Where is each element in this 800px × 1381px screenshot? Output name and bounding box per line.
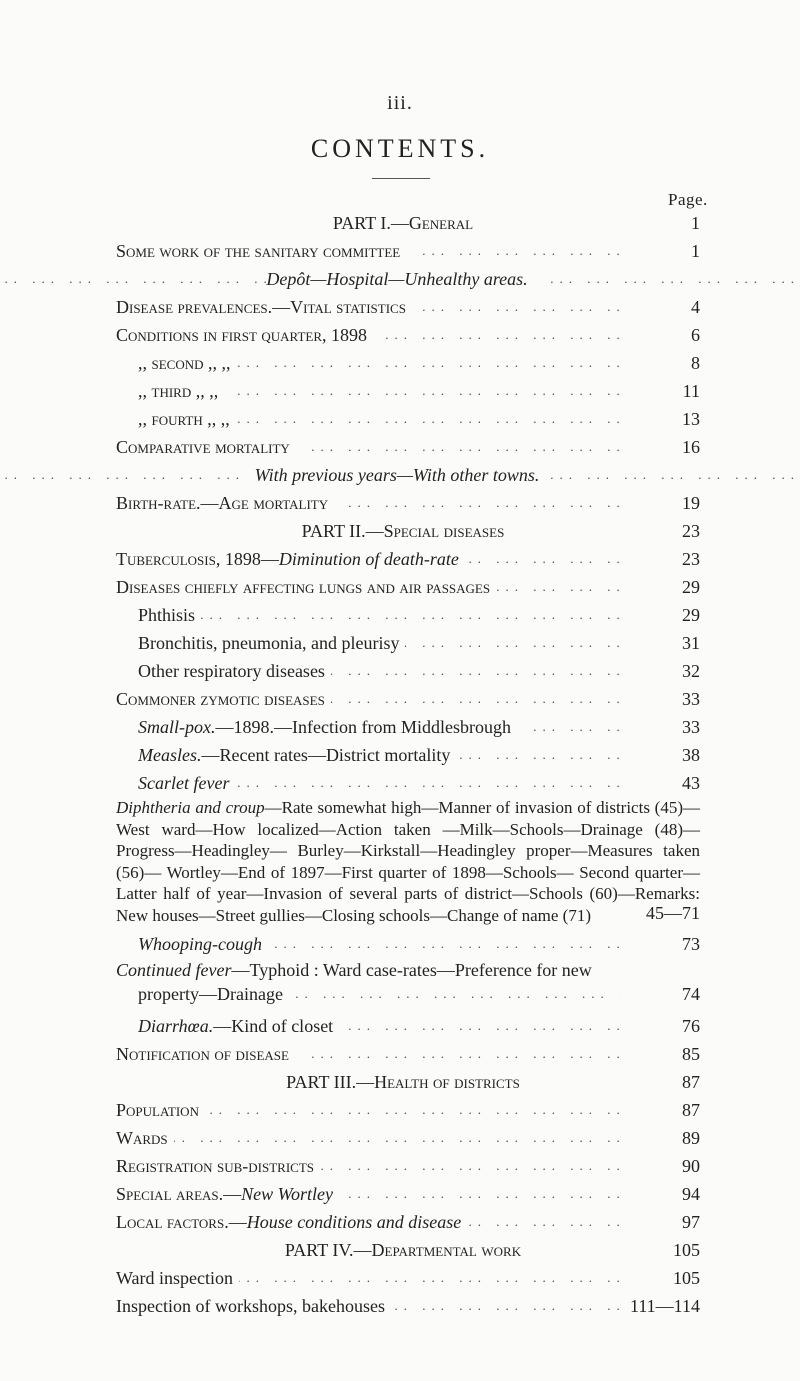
- toc-page-number: 1: [620, 237, 700, 265]
- toc-item-subtitle: —1898.—Infection from Middlesbrough: [215, 717, 511, 737]
- toc-section-title: Special areas.—: [116, 1184, 242, 1204]
- toc-entry-text: [116, 689, 331, 709]
- toc-entry-text: [116, 1296, 391, 1316]
- diphtheria-paragraph: [116, 797, 700, 926]
- toc-section-title: Notification of disease: [116, 1044, 289, 1064]
- toc-entry-label: [116, 237, 672, 265]
- toc-entry-text: [116, 1212, 467, 1232]
- toc-entry-text: [285, 1240, 527, 1260]
- toc-item-title: Inspection of workshops, bakehouses: [116, 1296, 385, 1316]
- toc-entry-text: [138, 605, 201, 625]
- toc-page-number: 29: [620, 601, 700, 629]
- part-heading: PART IV.—Departmental work: [284, 1240, 522, 1260]
- toc-entry-label: [138, 377, 672, 405]
- diphtheria-text: —Rate somewhat high—Manner of invasion of districts (45)—West ward—How localized—Action taken —Milk—Schools—Drainage (48)—Progress—Headingley— Burley—Kirkstall—Headingley proper—Measures taken (56)— Wortley—End of 1897—First quarter of 1898—Schools— Second quarter—Latter half of year—Invasion of several parts of district—Schools (60)—Remarks: New houses—Street gullies—Closing schools—Change of name (71): [116, 798, 700, 925]
- toc-entry-label: [138, 769, 672, 797]
- toc-entry: [0, 489, 800, 517]
- toc-entry-text: [116, 1184, 339, 1204]
- toc-page-number: 13: [620, 405, 700, 433]
- toc-entry-label: [138, 405, 672, 433]
- toc-entry-label: [116, 433, 672, 461]
- toc-entry: [0, 293, 800, 321]
- toc-section-title: Wards: [116, 1128, 168, 1148]
- toc-page-number: 38: [620, 741, 700, 769]
- toc-section-title: Population: [116, 1100, 199, 1120]
- toc-entry-label: [138, 713, 672, 741]
- part-heading: PART III.—Health of districts: [286, 1072, 520, 1092]
- toc-entry-label: [0, 1068, 672, 1096]
- toc-entry: [0, 1264, 800, 1292]
- toc-page-number: 111—114: [620, 1292, 700, 1320]
- toc-item-title: Small-pox.: [138, 717, 216, 737]
- toc-page-number: 8: [620, 349, 700, 377]
- toc-entry-text: [138, 381, 224, 401]
- toc-entry: [0, 1152, 800, 1180]
- toc-section-title: Comparative mortality: [116, 437, 290, 457]
- toc-entry: [0, 629, 800, 657]
- toc-entry-label: [0, 517, 672, 545]
- toc-entry-text: [138, 661, 331, 681]
- toc-page-number: 23: [620, 517, 700, 545]
- toc-entry-label: [0, 461, 800, 489]
- toc-entry-label: [138, 982, 672, 1006]
- toc-page-number: 32: [620, 657, 700, 685]
- continued-fever-paragraph: [116, 958, 700, 982]
- toc-entry-label: [116, 293, 672, 321]
- toc-item-title: Bronchitis, pneumonia, and pleurisy: [138, 633, 400, 653]
- toc-section-title: Tuberculosis, 1898—: [116, 549, 279, 569]
- toc-page-number: 87: [620, 1096, 700, 1124]
- toc-entry-text: [138, 717, 517, 737]
- toc-entry-label: [138, 349, 672, 377]
- toc-section-subtitle: Diminution of death-rate: [278, 549, 459, 569]
- toc-entry-label: [116, 321, 672, 349]
- toc-page-number: 105: [620, 1264, 700, 1292]
- toc-item-subtitle: —Kind of closet: [213, 1016, 334, 1036]
- toc-entry-text: [116, 493, 334, 513]
- part-heading: PART I.—General: [332, 213, 474, 233]
- toc-item-title: Diarrhœa.: [138, 1016, 214, 1036]
- toc-section-title: Birth-rate.—Age mortality: [116, 493, 329, 513]
- toc-entry: [0, 769, 800, 797]
- toc-entry-text: [266, 269, 533, 289]
- toc-section-title: ,, fourth ,, ,,: [138, 409, 230, 429]
- toc-section-title: Disease prevalences.—Vital statistics: [116, 297, 406, 317]
- toc-entry: [0, 573, 800, 601]
- toc-entry-label: [116, 573, 672, 601]
- toc-entry-label: [138, 629, 672, 657]
- toc-entry-label: [116, 489, 672, 517]
- toc-page-number: 97: [620, 1208, 700, 1236]
- toc-entry: [0, 461, 800, 489]
- toc-entry: [0, 601, 800, 629]
- toc-entry: [0, 1040, 800, 1068]
- toc-entry: [0, 1068, 800, 1096]
- toc-entry-text: [116, 1156, 320, 1176]
- toc-entry-label: [138, 1012, 672, 1040]
- toc-entry-text: [333, 213, 479, 233]
- toc-entry: [0, 265, 800, 293]
- toc-entry: [0, 930, 800, 958]
- toc-subtopics: With previous years—With other towns.: [254, 465, 540, 485]
- toc-section-title: Commoner zymotic diseases: [116, 689, 325, 709]
- toc-entry-text: [138, 934, 268, 954]
- toc-page-number: 87: [620, 1068, 700, 1096]
- toc-entry: [0, 685, 800, 713]
- toc-entry-label: [116, 685, 672, 713]
- toc-entry-text: [116, 437, 296, 457]
- toc-entry: [0, 1292, 800, 1320]
- toc-entry: [0, 713, 800, 741]
- toc-entry-label: [116, 545, 672, 573]
- toc-section-subtitle: House conditions and disease: [246, 1212, 462, 1232]
- toc-entry: [0, 982, 800, 1006]
- toc-section-subtitle: New Wortley: [241, 1184, 333, 1204]
- toc-section-title: Conditions in first quarter, 1898: [116, 325, 368, 345]
- toc-entry: [0, 433, 800, 461]
- toc-entry: [0, 741, 800, 769]
- toc-entry-label: [116, 1180, 672, 1208]
- toc-entry: [0, 321, 800, 349]
- toc-entry-text: [116, 297, 412, 317]
- toc-entry-text: [302, 521, 511, 541]
- toc-entry-label: [0, 1236, 672, 1264]
- toc-section-title: ,, second ,, ,,: [138, 353, 231, 373]
- toc-page-number: 4: [620, 293, 700, 321]
- toc-entry: [0, 1180, 800, 1208]
- toc-entry-label: [116, 1096, 672, 1124]
- toc-entry-label: [116, 1040, 672, 1068]
- toc-page-number: 11: [620, 377, 700, 405]
- toc-section-title: ,, third ,, ,,: [138, 381, 219, 401]
- toc-entry-text: [116, 325, 373, 345]
- toc-entry-text: [116, 1128, 174, 1148]
- toc-section-title: Diseases chiefly affecting lungs and air passages: [116, 577, 491, 597]
- toc-page-number: 76: [620, 1012, 700, 1040]
- toc-page-number: 19: [620, 489, 700, 517]
- title-rule: [372, 178, 430, 179]
- toc-entry-text: [138, 984, 289, 1004]
- toc-entry: [0, 1236, 800, 1264]
- toc-entry-text: [138, 633, 405, 653]
- continued-fever-title: Continued fever: [116, 960, 232, 980]
- toc-entry-text: [116, 1100, 205, 1120]
- toc-entry-text: [116, 1268, 239, 1288]
- toc-entry-text: [138, 1016, 339, 1036]
- toc-item-title: Ward inspection: [116, 1268, 234, 1288]
- toc-page-number: 29: [620, 573, 700, 601]
- toc-page-number: 6: [620, 321, 700, 349]
- toc-entry: [0, 349, 800, 377]
- toc-entry-label: [138, 741, 672, 769]
- toc-entry: [0, 517, 800, 545]
- toc-section-title: Local factors.—: [116, 1212, 247, 1232]
- toc-page-number: 105: [620, 1236, 700, 1264]
- toc-entry: [0, 1208, 800, 1236]
- toc-entry-text: [116, 577, 496, 597]
- toc-entry-label: [116, 1124, 672, 1152]
- toc-page-number: 90: [620, 1152, 700, 1180]
- page-column-header: Page.: [668, 190, 708, 209]
- toc-entry-label: [116, 1292, 672, 1320]
- toc-page-number: 33: [620, 713, 700, 741]
- toc-entry: [0, 1096, 800, 1124]
- toc-page-number: 33: [620, 685, 700, 713]
- toc-entry-text: [138, 745, 456, 765]
- toc-entry: [0, 1124, 800, 1152]
- toc-section-title: Registration sub-districts: [116, 1156, 315, 1176]
- toc-page-number: 31: [620, 629, 700, 657]
- toc-entry-label: [138, 930, 672, 958]
- toc-entry-label: [116, 1208, 672, 1236]
- toc-entry-label: [0, 209, 672, 237]
- toc-entry-text: [116, 549, 465, 569]
- toc-entry-text: [286, 1072, 526, 1092]
- toc-entry-text: [138, 773, 235, 793]
- toc-page-number: 94: [620, 1180, 700, 1208]
- toc-item-title: Measles.: [138, 745, 202, 765]
- toc-section-title: Some work of the sanitary committee: [116, 241, 401, 261]
- toc-page-number: 16: [620, 433, 700, 461]
- toc-entry-label: [116, 1152, 672, 1180]
- toc-item-title: Other respiratory diseases: [138, 661, 325, 681]
- toc-page-number: 23: [620, 545, 700, 573]
- toc-entry-label: [138, 657, 672, 685]
- part-heading: PART II.—Special diseases: [301, 521, 505, 541]
- toc-page-number: 74: [620, 982, 700, 1006]
- toc-entry-text: [116, 241, 406, 261]
- toc-item-title: Whooping-cough: [138, 934, 262, 954]
- continued-fever-text: —Typhoid : Ward case-rates—Preference for new: [231, 960, 592, 980]
- toc-entry-text: [255, 465, 546, 485]
- toc-entry: [0, 209, 800, 237]
- toc-item-title: Phthisis: [138, 605, 196, 625]
- toc-entry-label: [116, 1264, 672, 1292]
- toc-entry: [0, 405, 800, 433]
- toc-entry: [0, 545, 800, 573]
- toc-item-subtitle: —Recent rates—District mortality: [201, 745, 451, 765]
- page-title: CONTENTS.: [310, 134, 490, 163]
- toc-page-number: 73: [620, 930, 700, 958]
- toc-entry-label: [0, 265, 800, 293]
- table-of-contents: [0, 209, 800, 1320]
- toc-page-number: 43: [620, 769, 700, 797]
- diphtheria-page-number: 45—71: [642, 903, 700, 924]
- toc-page-number: 85: [620, 1040, 700, 1068]
- toc-entry: [0, 237, 800, 265]
- continued-fever-text-2: property—Drainage: [138, 984, 283, 1004]
- toc-subtopics: Depôt—Hospital—Unhealthy areas.: [266, 269, 528, 289]
- page-number: iii.: [387, 92, 413, 114]
- toc-page-number: 1: [620, 209, 700, 237]
- toc-entry: [0, 657, 800, 685]
- toc-entry: [0, 1012, 800, 1040]
- toc-page-number: 89: [620, 1124, 700, 1152]
- toc-entry-label: [138, 601, 672, 629]
- toc-entry-text: [116, 1044, 295, 1064]
- toc-item-title: Scarlet fever: [138, 773, 230, 793]
- toc-entry: [0, 377, 800, 405]
- diphtheria-title: Diphtheria and croup: [116, 798, 265, 817]
- toc-entry-text: [138, 409, 236, 429]
- toc-entry-text: [138, 353, 237, 373]
